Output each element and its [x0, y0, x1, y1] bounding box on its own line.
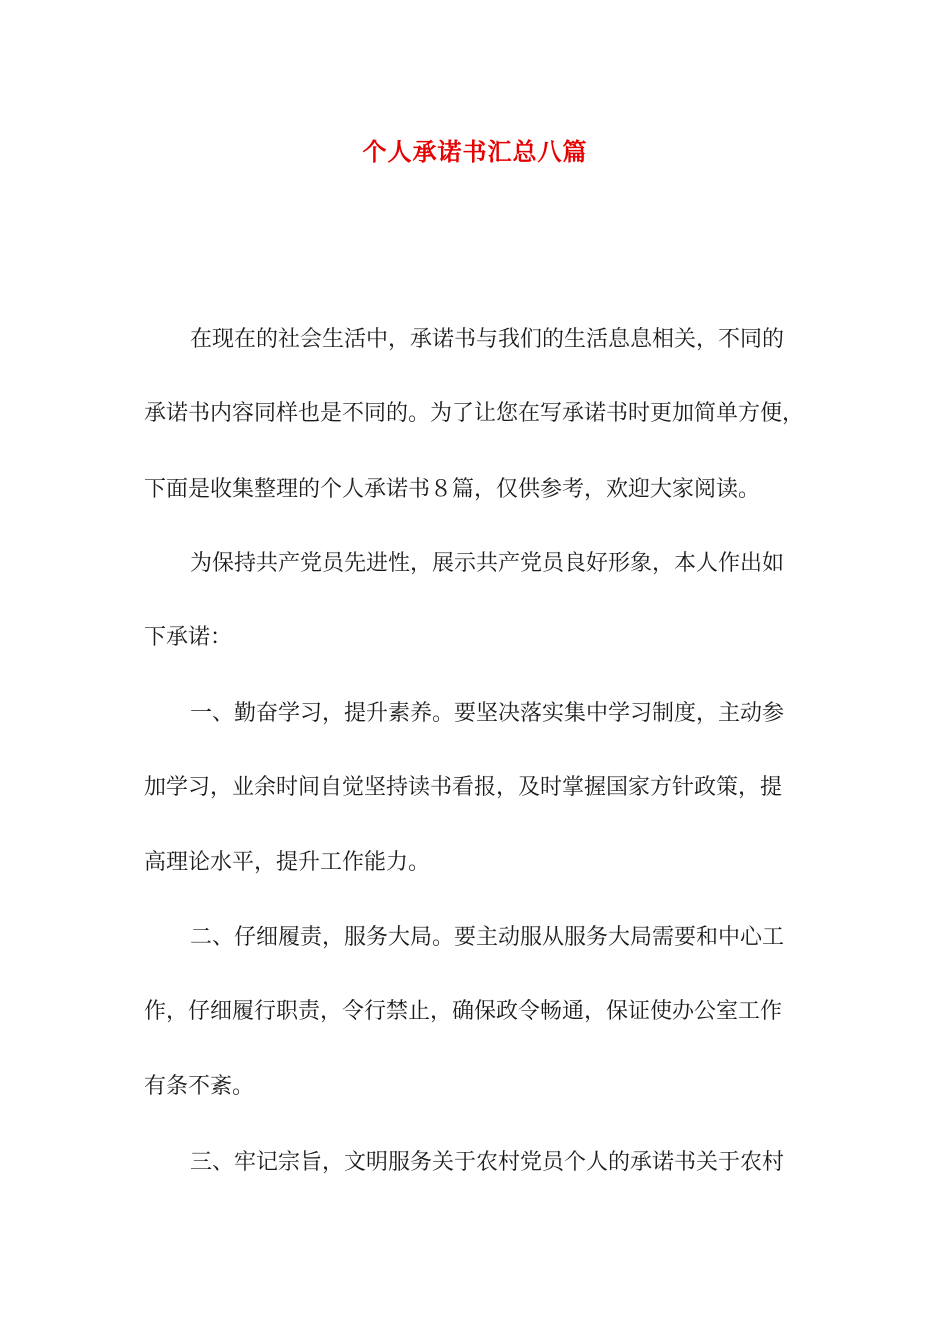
paragraph-2-line-2: 下承诺：	[144, 625, 233, 650]
paragraph-3-line-2: 加学习，业余时间自觉坚持读书看报，及时掌握国家方针政策，提	[144, 775, 783, 800]
paragraph-1-line-1: 在现在的社会生活中，承诺书与我们的生活息息相关，不同的	[190, 327, 785, 352]
document-title: 个人承诺书汇总八篇	[362, 137, 588, 166]
paragraph-2-line-1: 为保持共产党员先进性，展示共产党员良好形象，本人作出如	[190, 551, 785, 576]
paragraph-4-line-1: 二、仔细履责，服务大局。要主动服从服务大局需要和中心工	[190, 925, 785, 950]
paragraph-3-line-3: 高理论水平，提升工作能力。	[144, 850, 431, 875]
paragraph-5-line-1: 三、牢记宗旨，文明服务关于农村党员个人的承诺书关于农村	[190, 1150, 785, 1175]
paragraph-4-line-2: 作，仔细履行职责，令行禁止，确保政令畅通，保证使办公室工作	[144, 999, 783, 1024]
paragraph-1-line-3: 下面是收集整理的个人承诺书８篇，仅供参考，欢迎大家阅读。	[144, 477, 761, 502]
paragraph-4-line-3: 有条不紊。	[144, 1074, 255, 1099]
paragraph-1-line-2: 承诺书内容同样也是不同的。为了让您在写承诺书时更加简单方便，	[144, 401, 805, 426]
paragraph-3-line-1: 一、勤奋学习，提升素养。要坚决落实集中学习制度，主动参	[190, 701, 785, 726]
